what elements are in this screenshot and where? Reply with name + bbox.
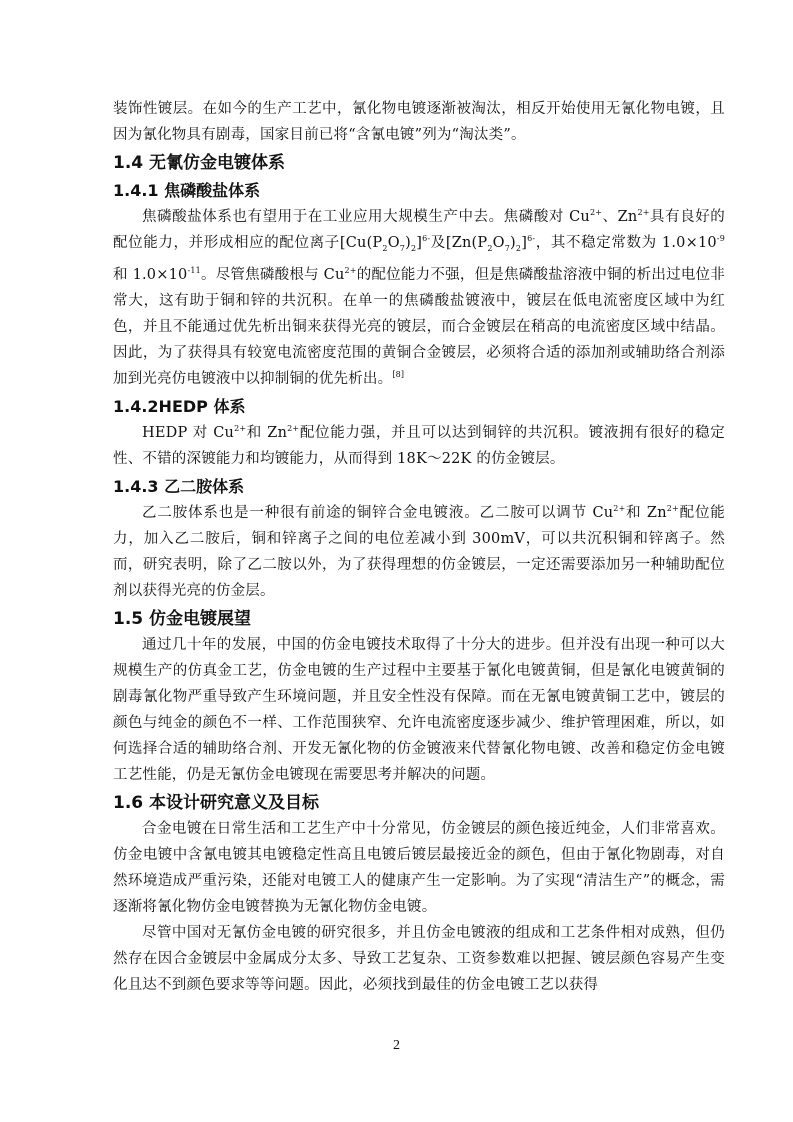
body-text [113,96,725,998]
intro-paragraph: 装饰性镀层。在如今的生产工艺中，氰化物电镀逐渐被淘汰，相反开始使用无氰化物电镀，且因为氰化物具有剧毒，国家目前已将“含氰电镀”列为“淘汰类”。 [113,101,725,143]
heading-1-4-3: 1.4.3 乙二胺体系 [113,476,245,496]
paragraph-ethylenediamine: 乙二胺体系也是一种很有前途的铜锌合金电镀液。乙二胺可以调节 $Cu^{2+}$和 $Zn^{2+}$配位能力，加入乙二胺后，铜和锌离子之间的电位差减小到 300mV，可以共沉积铜和锌离子。然而，研究表明，除了乙二胺以外，为了获得理想的仿金镀层，一定还需要添加另一种辅助配位剂以获得光亮的仿金层。 [113,504,725,599]
citation-8: [8] [392,370,405,380]
heading-1-4-1: 1.4.1 焦磷酸盐体系 [113,181,261,200]
heading-1-4: 1.4 无氰仿金电镀体系 [113,153,286,173]
heading-1-5: 1.5 仿金电镀展望 [113,608,252,629]
page-number: 2 [393,1038,400,1053]
paragraph-outlook: 通过几十年的发展，中国的仿金电镀技术取得了十分大的进步。但并没有出现一种可以大规模生产的仿真金工艺，仿金电镀的生产过程中主要基于氰化电镀黄铜，但是氰化电镀黄铜的剧毒氰化物严重导致产生环境问题，并且安全性没有保障。而在无氰电镀黄铜工艺中，镀层的颜色与纯金的颜色不一样、工作范围狭窄、允许电流密度逐步减少、维护管理困难，所以，如何选择合适的辅助络合剂、开发无氰化物的仿金镀液来代替氰化物电镀、改善和稳定仿金电镀工艺性能，仍是无氰仿金电镀现在需要思考并解决的问题。 [113,636,725,783]
paragraph-pyrophosphate: 焦磷酸盐体系也有望用于在工业应用大规模生产中去。焦磷酸对 $Cu^{2+}$、$Zn^{2+}$具有良好的配位能力，并形成相应的配位离子$[Cu(P_2O_7)_2]^{6-}$及$[Zn(P_2O_7)_2]^{6-}$，其不稳定常数为 $1.0\times 10^{-9}$和 $1.0\times 10^{-11}$。尽管焦磷酸根与 $Cu^{2+}$的配位能力不强，但是焦磷酸盐溶液中铜的析出过电位非常大，这有助于铜和锌的共沉积。在单一的焦磷酸盐镀液中，镀层在低电流密度区域中为红色，并且不能通过优先析出铜来获得光亮的镀层，而合金镀层在稍高的电流密度区域中结晶。因此，为了获得具有较宽电流密度范围的黄铜合金镀层，必须将合适的添加剂或辅助络合剂添加到光亮仿电镀液中以抑制铜的优先析出。[8] [113,208,726,387]
paragraph-significance-1: 合金电镀在日常生活和工艺生产中十分常见，仿金镀层的颜色接近纯金，人们非常喜欢。仿金电镀中含氰电镀其电镀稳定性高且电镀后镀层最接近金的颜色，但由于氰化物剧毒，对自然环境造成严重污染，还能对电镀工人的健康产生一定影响。为了实现“清洁生产”的概念，需逐渐将氰化物仿金电镀替换为无氰化物仿金电镀。 [113,820,725,915]
heading-1-6: 1.6 本设计研究意义及目标 [113,792,320,813]
heading-1-4-2: 1.4.2HEDP 体系 [113,396,246,416]
paragraph-hedp: HEDP 对 $Cu^{2+}$和 $Zn^{2+}$配位能力强，并且可以达到铜锌的共沉积。镀液拥有很好的稳定性、不错的深镀能力和均镀能力，从而得到 18K～22K 的仿金镀层。 [113,424,725,467]
paragraph-significance-2: 尽管中国对无氰仿金电镀的研究很多，并且仿金电镀液的组成和工艺条件相对成熟，但仍然存在因合金镀层中金属成分太多、导致工艺复杂、工资参数难以把握、镀层颜色容易产生变化且达不到颜色要求等等问题。因此，必须找到最佳的仿金电镀工艺以获得 [113,924,725,993]
